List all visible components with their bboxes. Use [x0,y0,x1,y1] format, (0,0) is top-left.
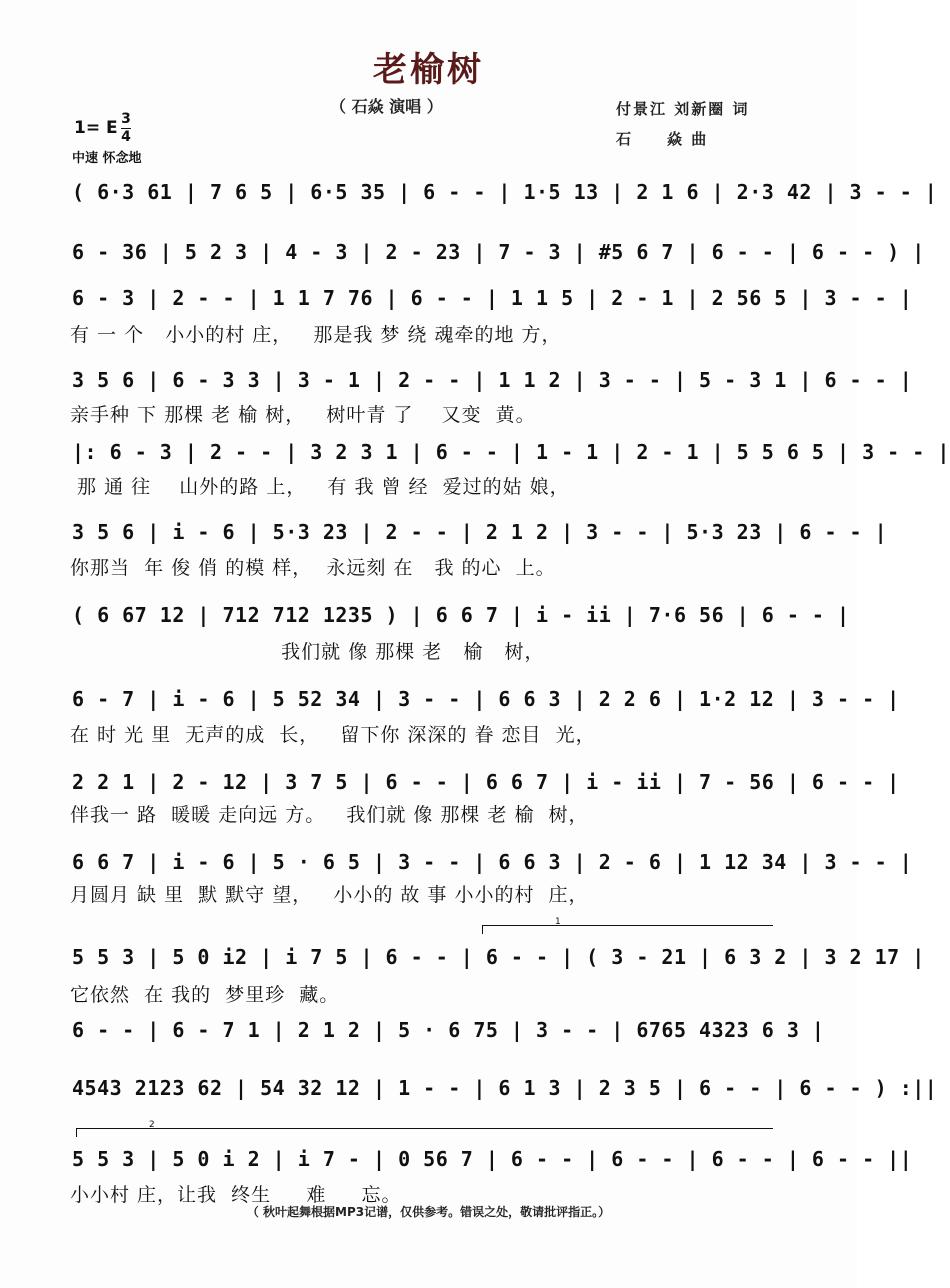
lyricist-credit: 付景江 刘新圈 词 [616,100,750,118]
notation-row-1: ( 6·3 61 | 7 6 5 | 6·5 35 | 6 - - | 1·5 13 | 2 1 6 | 2·3 42 | 3 - - | [72,180,938,204]
lyrics-row-10: 月圆月 缺 里 默 默守 望， 小小的 故 事 小小的村 庄， [70,884,589,906]
time-signature-bottom: 4 [121,129,131,145]
notation-row-13: 4543 2123 62 | 54 32 12 | 1 - - | 6 1 3 | 2 3 5 | 6 - - | 6 - - ) :|| [72,1076,938,1100]
lyrics-row-5: 那 通 往 山外的路 上， 有 我 曾 经 爱过的姑 娘， [70,476,570,498]
time-signature [121,112,131,145]
notation-row-6: 3 5 6 | i - 6 | 5·3 23 | 2 - - | 2 1 2 | 3 - - | 5·3 23 | 6 - - | [72,520,888,544]
notation-row-11: 5 5 3 | 5 0 i2 | i 7 5 | 6 - - | 6 - - | ( 3 - 21 | 6 3 2 | 3 2 17 | [72,945,925,969]
lyrics-row-11: 它依然 在 我的 梦里珍 藏。 [70,984,340,1006]
notation-row-14: 5 5 3 | 5 0 i 2 | i 7 - | 0 56 7 | 6 - - | 6 - - | 6 - - | 6 - - || [72,1147,913,1171]
notation-row-12: 6 - - | 6 - 7 1 | 2 1 2 | 5 · 6 75 | 3 - - | 6765 4323 6 3 | [72,1018,825,1042]
lyrics-row-8: 在 时 光 里 无声的成 长， 留下你 深深的 眷 恋目 光， [70,724,596,746]
notation-row-2: 6 - 36 | 5 2 3 | 4 - 3 | 2 - 23 | 7 - 3 | #5 6 7 | 6 - - | 6 - - ) | [72,240,925,264]
transcription-note: （ 秋叶起舞根据MP3记谱，仅供参考。错误之处，敬请批评指正。） [246,1205,611,1219]
notation-row-4: 3 5 6 | 6 - 3 3 | 3 - 1 | 2 - - | 1 1 2 | 3 - - | 5 - 3 1 | 6 - - | [72,368,913,392]
lyrics-row-6: 你那当 年 俊 俏 的模 样， 永远刻 在 我 的心 上。 [70,557,556,579]
notation-row-3: 6 - 3 | 2 - - | 1 1 7 76 | 6 - - | 1 1 5 | 2 - 1 | 2 56 5 | 3 - - | [72,286,913,310]
notation-row-8: 6 - 7 | i - 6 | 5 52 34 | 3 - - | 6 6 3 | 2 2 6 | 1·2 12 | 3 - - | [72,687,900,711]
song-title: 老榆树 [373,50,484,90]
lyrics-row-3: 有 一 个 小小的村 庄， 那是我 梦 绕 魂牵的地 方， [70,324,562,346]
lyrics-row-4: 亲手种 下 那棵 老 榆 树， 树叶青 了 又变 黄。 [70,404,536,426]
notation-row-9: 2 2 1 | 2 - 12 | 3 7 5 | 6 - - | 6 6 7 | i - ii | 7 - 56 | 6 - - | [72,770,900,794]
notation-row-10: 6 6 7 | i - 6 | 5 · 6 5 | 3 - - | 6 6 3 | 2 - 6 | 1 12 34 | 3 - - | [72,850,913,874]
singer-label: （ 石焱 演唱 ） [330,97,443,116]
volta-2-number: 2 [149,1120,155,1130]
time-signature-top: 3 [121,111,131,127]
lyrics-row-7: 我们就 像 那棵 老 榆 树， [70,641,545,663]
key-signature: 1= E [74,118,118,138]
volta-1-number: 1 [555,917,561,927]
notation-row-5: |: 6 - 3 | 2 - - | 3 2 3 1 | 6 - - | 1 - 1 | 2 - 1 | 5 5 6 5 | 3 - - | [72,440,950,464]
volta-bracket-1 [482,917,773,934]
volta-bracket-2 [76,1120,773,1137]
lyrics-row-9: 伴我一 路 暖暖 走向远 方。 我们就 像 那棵 老 榆 树， [70,804,589,826]
lyrics-row-14: 小小村 庄，让我 终生 难 忘。 [70,1184,402,1206]
notation-row-7: ( 6 67 12 | 712 712 1235 ) | 6 6 7 | i - ii | 7·6 56 | 6 - - | [72,603,850,627]
composer-credit: 石 焱 曲 [616,130,709,148]
tempo-marking: 中速 怀念地 [72,151,142,166]
